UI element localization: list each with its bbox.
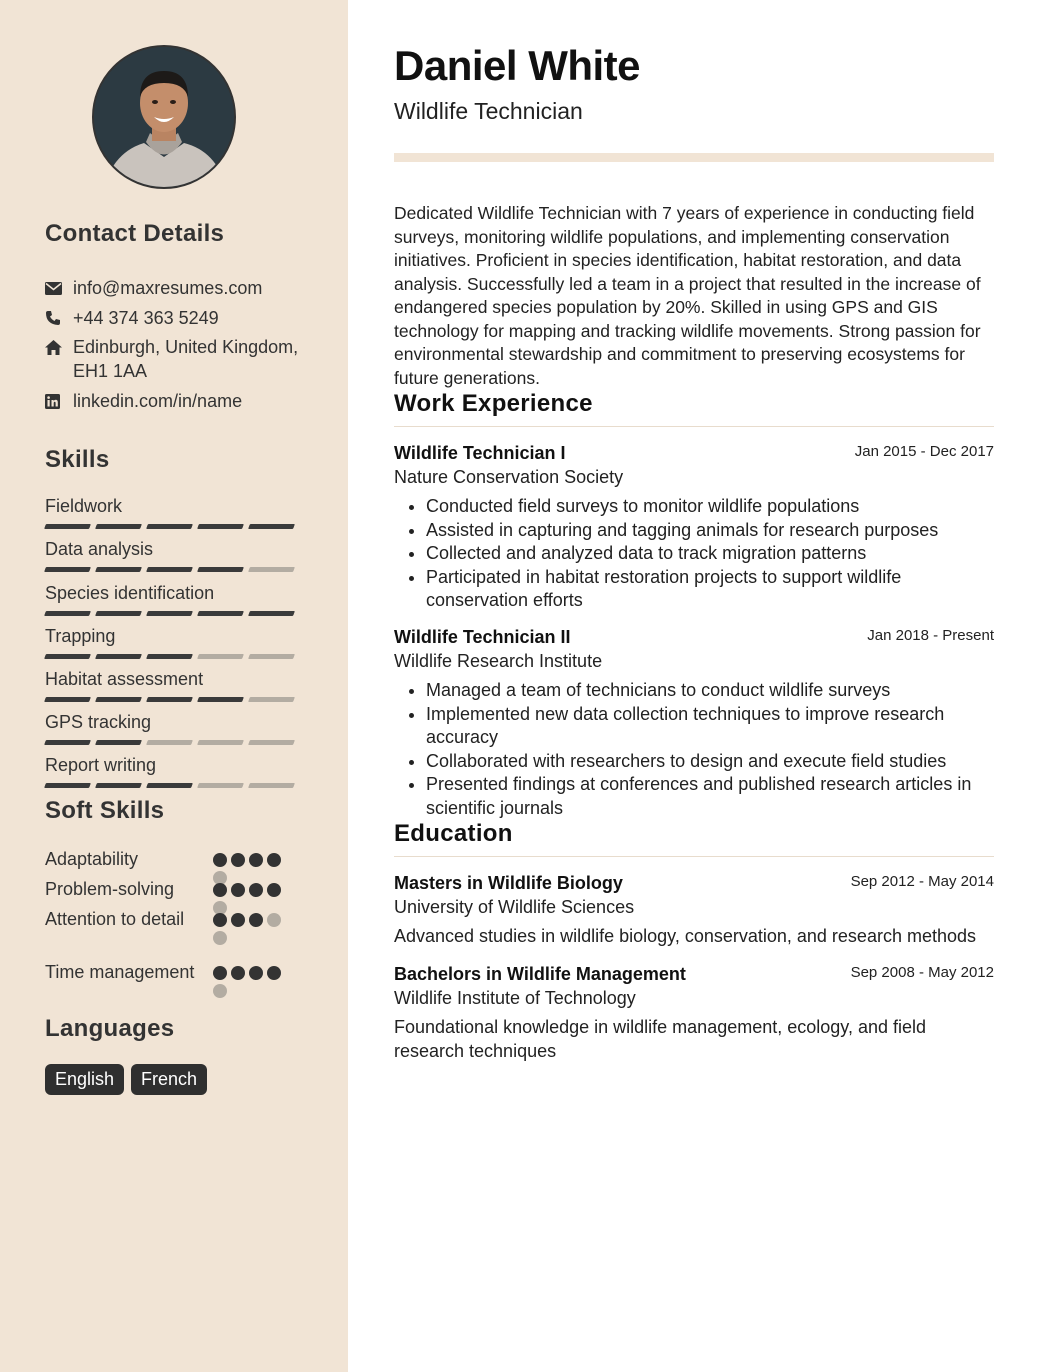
work-entry-date: Jan 2018 - Present	[867, 627, 994, 644]
skill-level-segment	[197, 524, 244, 529]
work-divider	[394, 426, 994, 427]
skill-name: Habitat assessment	[45, 669, 204, 689]
skill-item	[45, 538, 305, 572]
soft-skill-rating	[213, 883, 293, 915]
phone-text: +44 374 363 5249	[73, 308, 219, 328]
rating-dot	[267, 913, 281, 927]
skill-level-segment	[248, 654, 295, 659]
rating-dot	[249, 913, 263, 927]
bullet-item: • Conducted field surveys to monitor wildlife populations	[426, 495, 994, 519]
skill-level-segment	[95, 654, 142, 659]
skill-level-segment	[95, 611, 142, 616]
skill-level-segment	[248, 567, 295, 572]
candidate-name: Daniel White	[394, 42, 641, 89]
rating-dot	[213, 853, 227, 867]
soft-skill-rating	[213, 913, 293, 945]
profile-photo	[92, 45, 236, 189]
email-text: info@maxresumes.com	[73, 278, 263, 298]
home-icon	[45, 335, 73, 359]
education-entry-title: Masters in Wildlife Biology	[394, 873, 623, 893]
rating-dot	[249, 883, 263, 897]
rating-dot	[267, 966, 281, 980]
soft-skill-name: Adaptability	[45, 849, 139, 869]
education-entry-date: Sep 2008 - May 2012	[850, 964, 994, 981]
languages-heading: Languages	[45, 1015, 175, 1042]
phone-icon	[45, 306, 73, 330]
skill-name: Species identification	[45, 583, 215, 603]
rating-dot	[267, 853, 281, 867]
work-entry-title: Wildlife Technician I	[394, 443, 566, 463]
skill-level-segment	[197, 654, 244, 659]
rating-dot	[213, 913, 227, 927]
skill-level-segment	[95, 567, 142, 572]
skill-level-segment	[44, 783, 91, 788]
rating-dot	[249, 966, 263, 980]
rating-dot	[213, 966, 227, 980]
work-entry	[394, 626, 994, 820]
skill-level-segment	[146, 567, 193, 572]
contact-linkedin[interactable]	[45, 389, 315, 413]
bullet-item: • Participated in habitat restoration projects to support wildlife conservation efforts	[426, 566, 994, 613]
soft-skill-name: Attention to detail	[45, 909, 185, 929]
rating-dot	[213, 931, 227, 945]
skill-level-bar	[45, 567, 305, 572]
skill-level-segment	[248, 697, 295, 702]
education-entry-school: University of Wildlife Sciences	[394, 897, 635, 917]
education-entry-desc: Advanced studies in wildlife biology, conservation, and research methods	[394, 926, 976, 946]
rating-dot	[231, 883, 245, 897]
education-entry	[394, 963, 994, 1063]
soft-skill-name: Problem-solving	[45, 879, 175, 899]
skill-item	[45, 495, 305, 529]
skill-level-segment	[44, 524, 91, 529]
education-entry-title: Bachelors in Wildlife Management	[394, 964, 686, 984]
work-entry-date: Jan 2015 - Dec 2017	[854, 443, 994, 460]
linkedin-text: linkedin.com/in/name	[73, 391, 243, 411]
education-entry-desc: Foundational knowledge in wildlife management, ecology, and field research techniques	[394, 1017, 927, 1061]
soft-skills-heading: Soft Skills	[45, 797, 165, 824]
envelope-icon	[45, 276, 73, 300]
work-entry-title: Wildlife Technician II	[394, 627, 571, 647]
skill-level-bar	[45, 654, 305, 659]
skill-level-segment	[146, 740, 193, 745]
skill-level-segment	[44, 697, 91, 702]
linkedin-icon	[45, 389, 73, 413]
soft-skill-rating	[213, 853, 293, 885]
skill-item	[45, 711, 305, 745]
contact-phone[interactable]	[45, 306, 315, 330]
skill-name: Fieldwork	[45, 496, 123, 516]
skill-name: Data analysis	[45, 539, 154, 559]
work-entry	[394, 442, 994, 613]
education-divider	[394, 856, 994, 857]
soft-skill-rating	[213, 966, 293, 998]
skill-level-bar	[45, 740, 305, 745]
person-photo-icon	[94, 47, 234, 187]
skill-level-bar	[45, 611, 305, 616]
skill-level-segment	[95, 740, 142, 745]
rating-dot	[213, 883, 227, 897]
education-entry-date: Sep 2012 - May 2014	[850, 873, 994, 890]
bullet-item: • Implemented new data collection techniques to improve research accuracy	[426, 703, 994, 750]
skills-heading: Skills	[45, 446, 110, 473]
education-entry-school: Wildlife Institute of Technology	[394, 988, 636, 1008]
skill-item	[45, 754, 305, 788]
skill-level-segment	[146, 611, 193, 616]
title-divider	[394, 153, 994, 162]
work-entry-org: Nature Conservation Society	[394, 467, 624, 487]
rating-dot	[267, 883, 281, 897]
work-heading: Work Experience	[394, 390, 593, 417]
contact-heading: Contact Details	[45, 220, 225, 247]
rating-dot	[231, 913, 245, 927]
skill-level-segment	[44, 611, 91, 616]
rating-dot	[213, 984, 227, 998]
skill-level-segment	[44, 740, 91, 745]
work-entry-bullets	[394, 495, 994, 613]
skill-item	[45, 582, 305, 616]
skill-level-segment	[44, 567, 91, 572]
skill-level-segment	[197, 697, 244, 702]
languages-list	[45, 1064, 207, 1095]
soft-skill-name: Time management	[45, 962, 195, 982]
work-entry-org: Wildlife Research Institute	[394, 651, 603, 671]
skill-level-segment	[95, 697, 142, 702]
language-badge: French	[131, 1064, 207, 1095]
skill-level-segment	[248, 740, 295, 745]
skill-level-segment	[95, 783, 142, 788]
skill-level-segment	[146, 697, 193, 702]
skill-level-bar	[45, 697, 305, 702]
skill-level-segment	[197, 611, 244, 616]
skill-name: Report writing	[45, 755, 157, 775]
skill-name: GPS tracking	[45, 712, 152, 732]
bullet-item: • Collaborated with researchers to design and execute field studies	[426, 750, 994, 774]
skill-item	[45, 625, 305, 659]
skill-level-segment	[146, 783, 193, 788]
skill-level-bar	[45, 783, 305, 788]
language-badge: English	[45, 1064, 124, 1095]
skill-level-segment	[44, 654, 91, 659]
contact-address	[45, 335, 315, 383]
profile-summary: Dedicated Wildlife Technician with 7 years of experience in conducting field surveys, monitoring wildlife populations, and implementing conservation initiatives. Proficient in species identification, habitat restoration, and data analysis. Successfully led a team in a project that resulted in the increase of endangered species population by 20%. Skilled in using GPS and GIS technology for mapping and tracking wildlife movements. Strong passion for environmental stewardship and commitment to preserving ecosystems for future generations.	[394, 203, 981, 388]
rating-dot	[231, 853, 245, 867]
education-entry	[394, 872, 994, 949]
bullet-item: • Assisted in capturing and tagging animals for research purposes	[426, 519, 994, 543]
address-text: Edinburgh, United Kingdom, EH1 1AA	[73, 337, 299, 381]
sidebar	[0, 0, 348, 1372]
skill-level-segment	[146, 654, 193, 659]
skill-level-segment	[197, 740, 244, 745]
bullet-item: • Managed a team of technicians to conduct wildlife surveys	[426, 679, 994, 703]
skill-level-segment	[146, 524, 193, 529]
rating-dot	[231, 966, 245, 980]
work-entry-bullets	[394, 679, 994, 820]
bullet-item: • Presented findings at conferences and published research articles in scientific journals	[426, 773, 994, 820]
skill-level-bar	[45, 524, 305, 529]
main-content	[348, 0, 1040, 1372]
bullet-item: • Collected and analyzed data to track migration patterns	[426, 542, 994, 566]
education-heading: Education	[394, 820, 513, 847]
skill-level-segment	[248, 524, 295, 529]
skill-level-segment	[197, 783, 244, 788]
skill-name: Trapping	[45, 626, 116, 646]
job-title: Wildlife Technician	[394, 98, 583, 124]
skill-item	[45, 668, 305, 702]
skill-level-segment	[248, 611, 295, 616]
skill-level-segment	[197, 567, 244, 572]
skill-level-segment	[248, 783, 295, 788]
contact-email[interactable]	[45, 276, 315, 300]
rating-dot	[249, 853, 263, 867]
skill-level-segment	[95, 524, 142, 529]
